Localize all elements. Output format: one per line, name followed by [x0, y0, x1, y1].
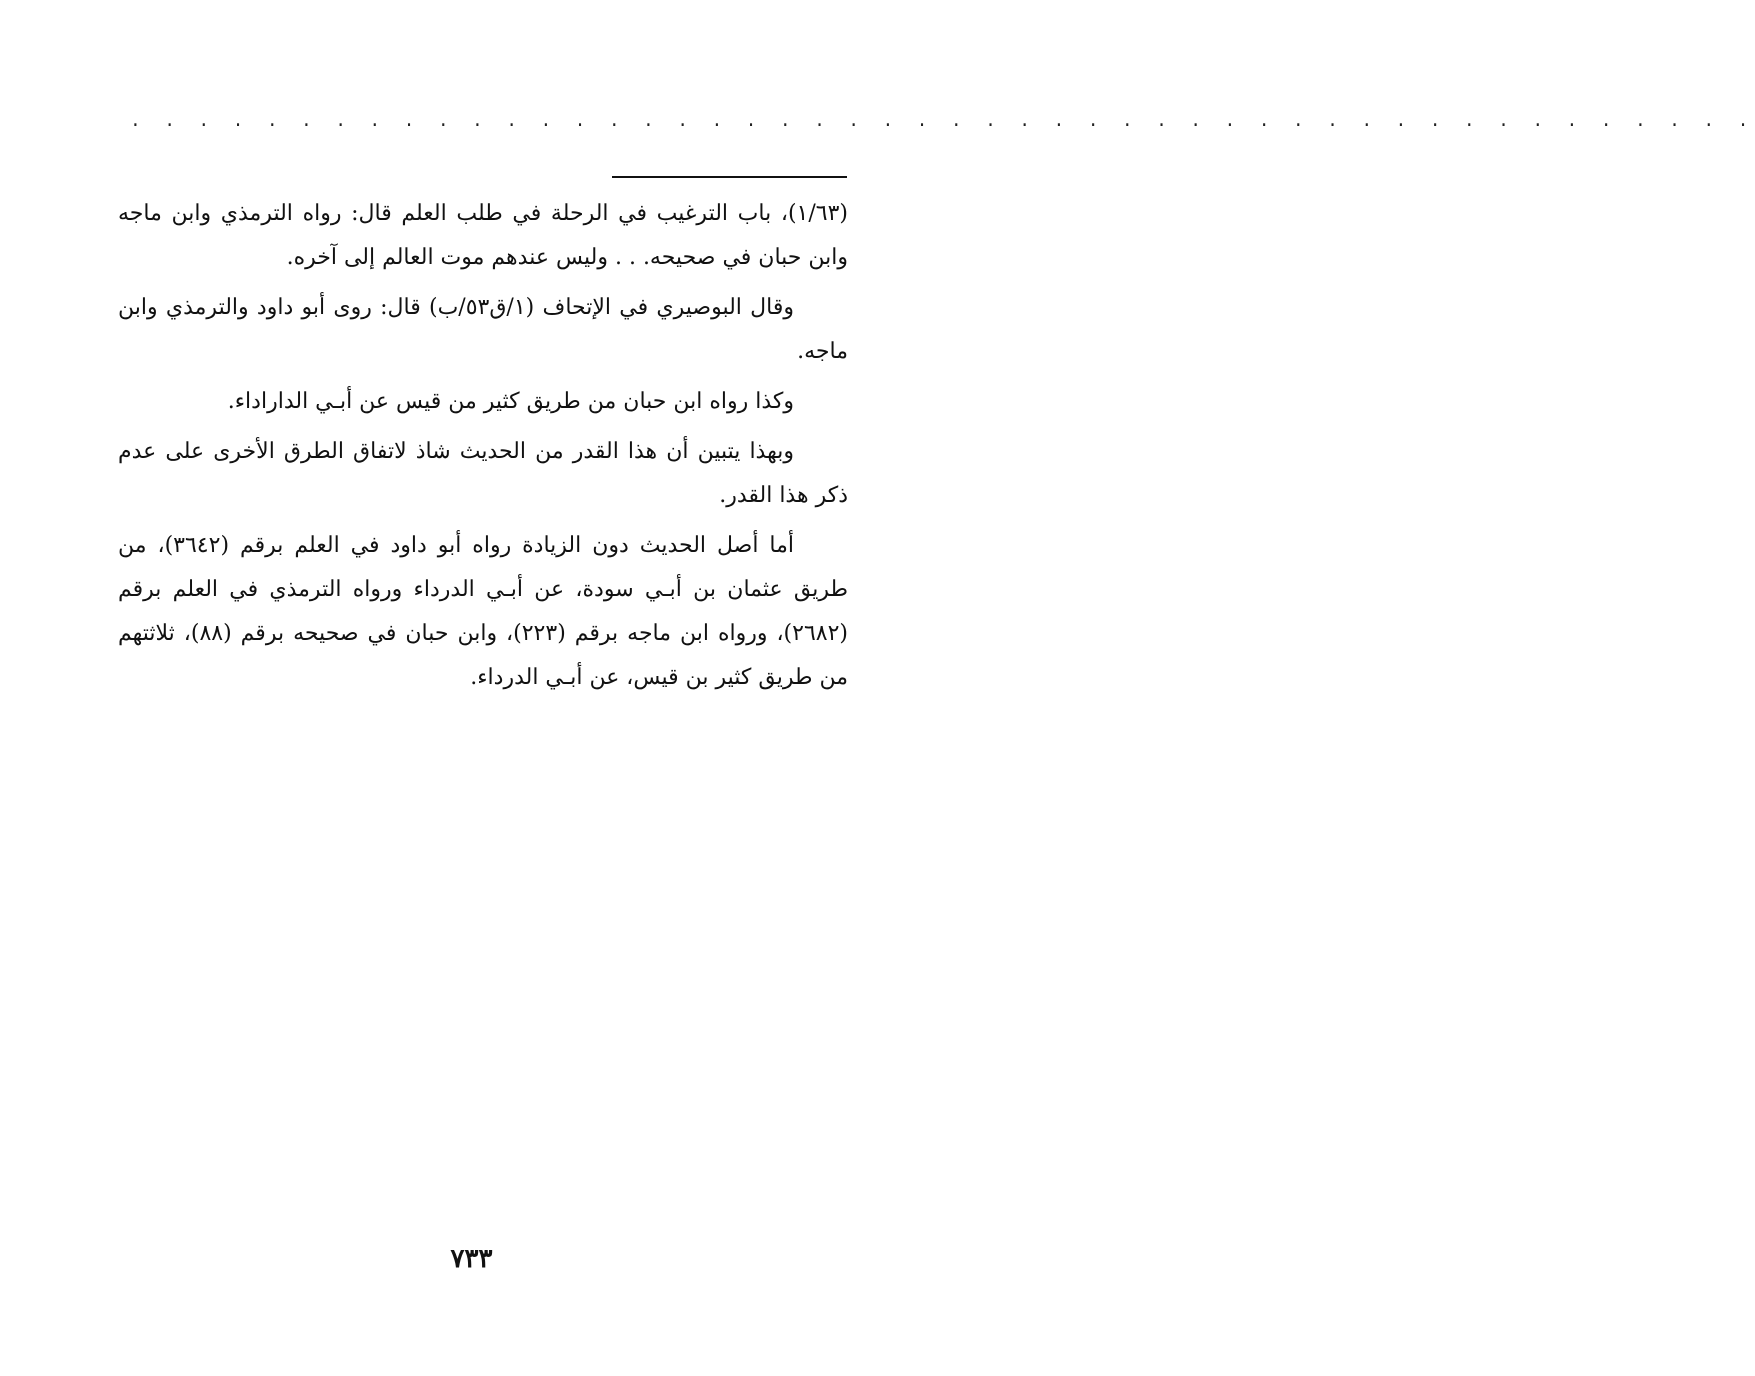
page-number: ٧٣٣ — [450, 1244, 493, 1274]
footnote-paragraph: (١/٦٣)، باب الترغيب في الرحلة في طلب العلم قال: رواه الترمذي وابن ماجه وابن حبان في صحيحه. . . وليس عندهم موت العالم إلى آخره. — [118, 201, 848, 270]
footnote-rule — [612, 176, 847, 178]
dotted-separator: . . . . . . . . . . . . . . . . . . . . . . . . . . . . . . . . . . . . . . . . . . . . . . . . — [130, 112, 1755, 132]
footnote-paragraph: وقال البوصيري في الإتحاف (١/ق٥٣/ب) قال: روى أبو داود والترمذي وابن ماجه. — [118, 295, 848, 364]
footnotes-section — [118, 192, 848, 706]
footnote-paragraph: أما أصل الحديث دون الزيادة رواه أبو داود في العلم برقم (٣٦٤٢)، من طريق عثمان بن أبـي سودة، عن أبـي الدرداء ورواه الترمذي في العلم برقم (٢٦٨٢)، ورواه ابن ماجه برقم (٢٢٣)، وابن حبان في صحيحه برقم (٨٨)، ثلاثتهم من طريق كثير بن قيس، عن أبـي الدرداء. — [118, 533, 848, 690]
footnote-paragraph: وكذا رواه ابن حبان من طريق كثير من قيس عن أبـي الداراداء. — [227, 389, 794, 414]
footnote-paragraph: وبهذا يتبين أن هذا القدر من الحديث شاذ لاتفاق الطرق الأخرى على عدم ذكر هذا القدر. — [118, 439, 848, 508]
